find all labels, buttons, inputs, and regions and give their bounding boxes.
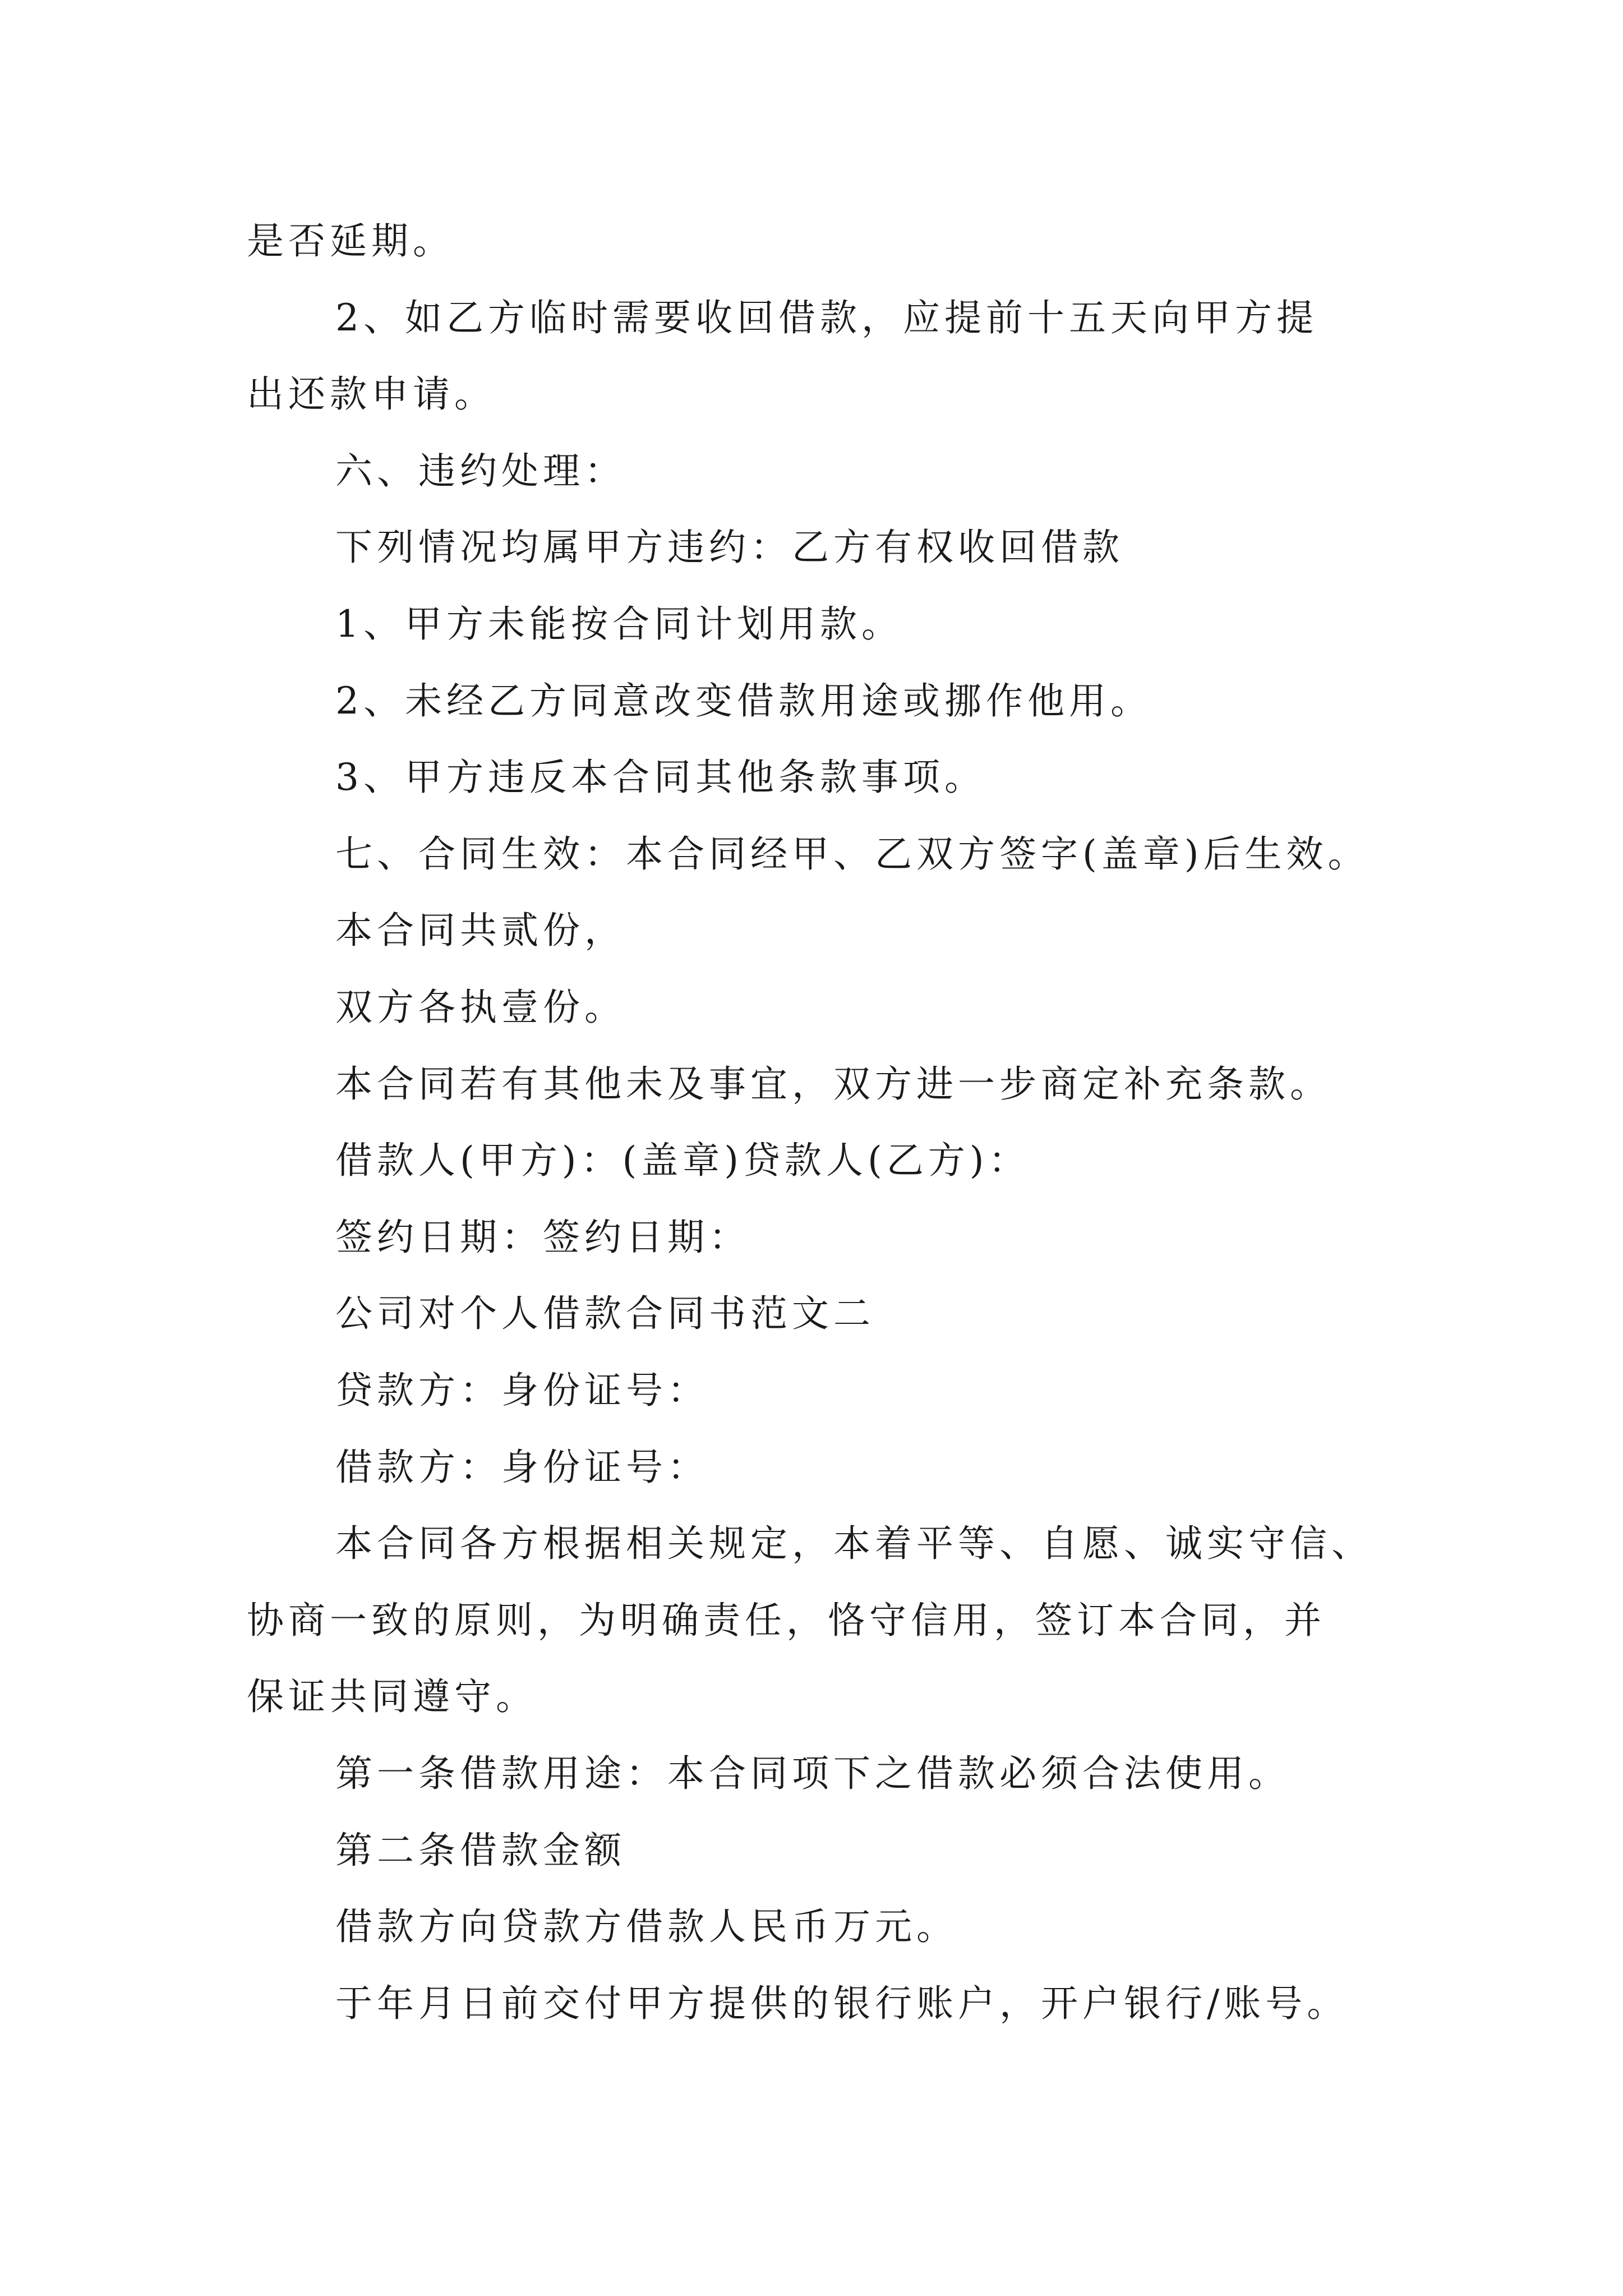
- text-line: 1、甲方未能按合同计划用款。: [335, 602, 903, 646]
- section-heading: 七、合同生效：本合同经甲、乙双方签字(盖章)后生效。: [335, 832, 1370, 876]
- text-line: 双方各执壹份。: [335, 986, 626, 1029]
- section-heading: 第二条借款金额: [335, 1829, 626, 1872]
- text-line: 于年月日前交付甲方提供的银行账户，开户银行/账号。: [335, 1982, 1349, 2025]
- document-subtitle: 公司对个人借款合同书范文二: [335, 1292, 875, 1335]
- text-line: 本合同共贰份，: [335, 909, 626, 952]
- text-line: 出还款申请。: [247, 372, 496, 416]
- date-line: 签约日期：签约日期：: [335, 1216, 750, 1259]
- section-heading: 六、违约处理：: [335, 449, 626, 493]
- text-line: 保证共同遵守。: [247, 1675, 537, 1718]
- text-line: 第一条借款用途：本合同项下之借款必须合法使用。: [335, 1752, 1290, 1795]
- text-line: 是否延期。: [247, 219, 454, 263]
- text-line: 2、如乙方临时需要收回借款，应提前十五天向甲方提: [335, 296, 1318, 339]
- text-line: 下列情况均属甲方违约：乙方有权收回借款: [335, 526, 1124, 569]
- text-line: 本合同若有其他未及事宜，双方进一步商定补充条款。: [335, 1062, 1331, 1106]
- text-line: 本合同各方根据相关规定，本着平等、自愿、诚实守信、: [335, 1522, 1373, 1565]
- text-line: 借款方：身份证号：: [335, 1446, 709, 1489]
- text-line: 借款方向贷款方借款人民币万元。: [335, 1905, 958, 1948]
- signature-line: 借款人(甲方)：(盖章)贷款人(乙方)：: [335, 1139, 1030, 1182]
- text-line: 贷款方：身份证号：: [335, 1369, 709, 1412]
- text-line: 2、未经乙方同意改变借款用途或挪作他用。: [335, 679, 1152, 723]
- text-line: 协商一致的原则，为明确责任，恪守信用，签订本合同，并: [247, 1599, 1326, 1642]
- text-line: 3、甲方违反本合同其他条款事项。: [335, 756, 986, 799]
